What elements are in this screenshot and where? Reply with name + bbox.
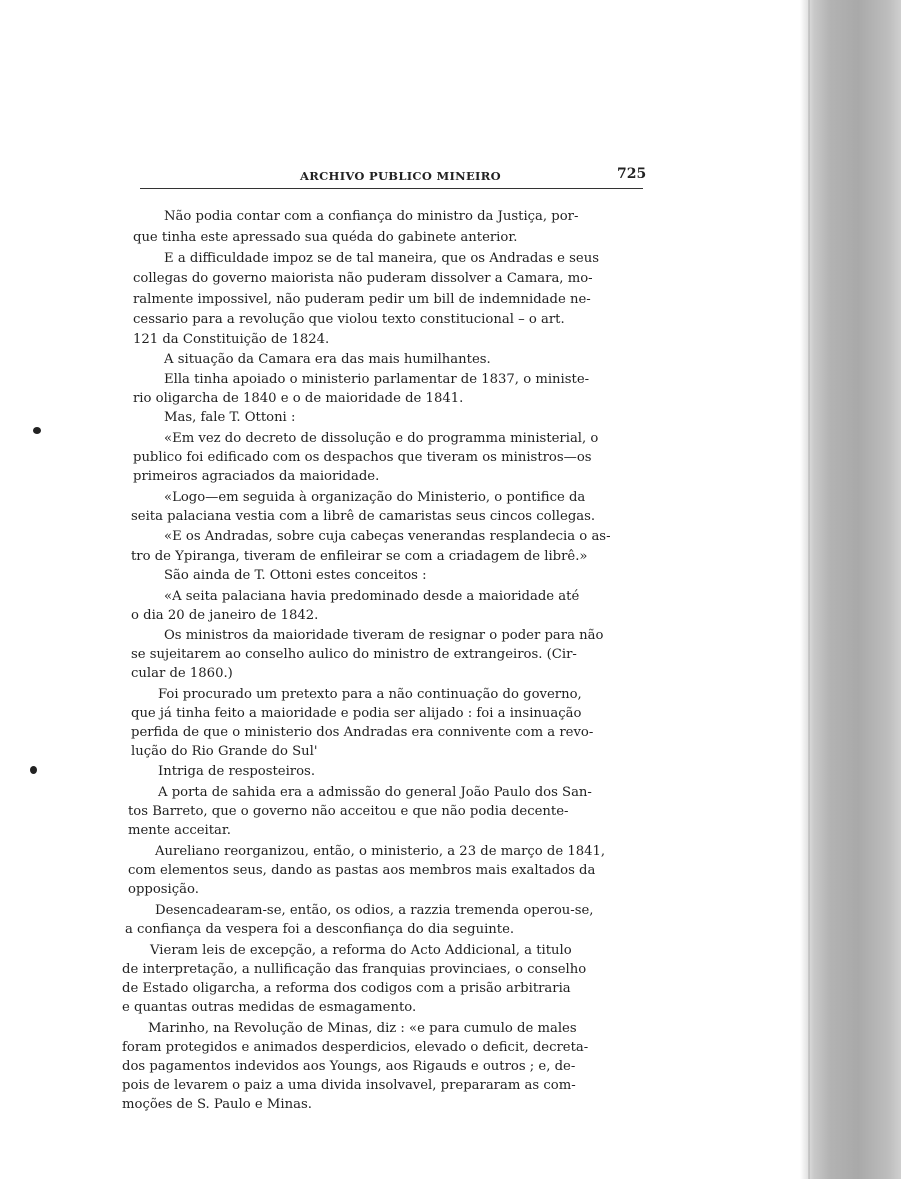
running-title: ARCHIVO PUBLICO MINEIRO <box>300 169 501 183</box>
text-line: moções de S. Paulo e Minas. <box>122 1097 312 1112</box>
text-line: o dia 20 de janeiro de 1842. <box>131 608 319 623</box>
text-line: que já tinha feito a maioridade e podia ser alijado : foi a insinuação <box>131 706 582 721</box>
margin-mark <box>33 427 41 434</box>
text-line: A porta de sahida era a admissão do general João Paulo dos San- <box>158 785 592 800</box>
text-line: tos Barreto, que o governo não acceitou e que não podia decente- <box>128 804 569 819</box>
text-line: collegas do governo maiorista não puderam dissolver a Camara, mo- <box>133 271 593 286</box>
text-line: primeiros agraciados da maioridade. <box>133 469 380 484</box>
text-line: foram protegidos e animados desperdicios, elevado o deficit, decreta- <box>122 1040 589 1055</box>
text-line: Foi procurado um pretexto para a não continuação do governo, <box>158 687 582 702</box>
text-line: Desencadearam-se, então, os odios, a razzia tremenda operou-se, <box>155 903 594 918</box>
page-edge-shadow <box>808 0 901 1179</box>
text-line: com elementos seus, dando as pastas aos membros mais exaltados da <box>128 863 596 878</box>
text-line: São ainda de T. Ottoni estes conceitos : <box>164 568 427 583</box>
margin-mark <box>30 766 37 774</box>
text-line: opposição. <box>128 882 199 897</box>
text-line: Intriga de resposteiros. <box>158 764 316 779</box>
text-line: ralmente impossivel, não puderam pedir um bill de indemnidade ne- <box>133 292 591 307</box>
text-line: «Em vez do decreto de dissolução e do programma ministerial, o <box>164 431 599 446</box>
text-line: Mas, fale T. Ottoni : <box>164 410 296 425</box>
text-line: lução do Rio Grande do Sul' <box>131 744 318 759</box>
text-line: Aureliano reorganizou, então, o ministerio, a 23 de março de 1841, <box>155 844 606 859</box>
text-line: que tinha este apressado sua quéda do gabinete anterior. <box>133 230 518 245</box>
text-line: «A seita palaciana havia predominado desde a maioridade até <box>164 589 580 604</box>
text-line: Ella tinha apoiado o ministerio parlamentar de 1837, o ministe- <box>164 372 590 387</box>
text-line: «Logo—em seguida à organização do Ministerio, o pontifice da <box>164 490 586 505</box>
text-line: perfida de que o ministerio dos Andradas era connivente com a revo- <box>131 725 594 740</box>
page-number: 725 <box>617 166 647 182</box>
text-line: a confiança da vespera foi a desconfiança do dia seguinte. <box>125 922 515 937</box>
text-line: cular de 1860.) <box>131 666 233 681</box>
header-rule <box>140 188 643 189</box>
text-line: Vieram leis de excepção, a reforma do Acto Addicional, a titulo <box>150 943 572 958</box>
text-line: pois de levarem o paiz a uma divida insolvavel, prepararam as com- <box>122 1078 576 1093</box>
text-line: mente acceitar. <box>128 823 231 838</box>
binding-shadow <box>800 0 810 1179</box>
text-line: tro de Ypiranga, tiveram de enfileirar se com a criadagem de librê.» <box>131 549 588 564</box>
text-line: A situação da Camara era das mais humilhantes. <box>164 352 491 367</box>
text-line: seita palaciana vestia com a librê de camaristas seus cincos collegas. <box>131 509 596 524</box>
text-line: de interpretação, a nullificação das franquias provinciaes, o conselho <box>122 962 587 977</box>
text-line: rio oligarcha de 1840 e o de maioridade de 1841. <box>133 391 464 406</box>
text-line: se sujeitarem ao conselho aulico do ministro de extrangeiros. (Cir- <box>131 647 577 662</box>
text-line: e quantas outras medidas de esmagamento. <box>122 1000 417 1015</box>
text-line: Os ministros da maioridade tiveram de resignar o poder para não <box>164 628 604 643</box>
text-line: 121 da Constituição de 1824. <box>133 332 330 347</box>
text-line: «E os Andradas, sobre cuja cabeças venerandas resplandecia o as- <box>164 529 611 544</box>
text-line: dos pagamentos indevidos aos Youngs, aos Rigauds e outros ; e, de- <box>122 1059 576 1074</box>
text-line: de Estado oligarcha, a reforma dos codigos com a prisão arbitraria <box>122 981 571 996</box>
text-line: Não podia contar com a confiança do ministro da Justiça, por- <box>164 209 579 224</box>
text-line: publico foi edificado com os despachos que tiveram os ministros—os <box>133 450 592 465</box>
text-line: E a difficuldade impoz se de tal maneira, que os Andradas e seus <box>164 251 599 266</box>
text-line: Marinho, na Revolução de Minas, diz : «e para cumulo de males <box>148 1021 577 1036</box>
text-line: cessario para a revolução que violou texto constitucional – o art. <box>133 312 565 327</box>
